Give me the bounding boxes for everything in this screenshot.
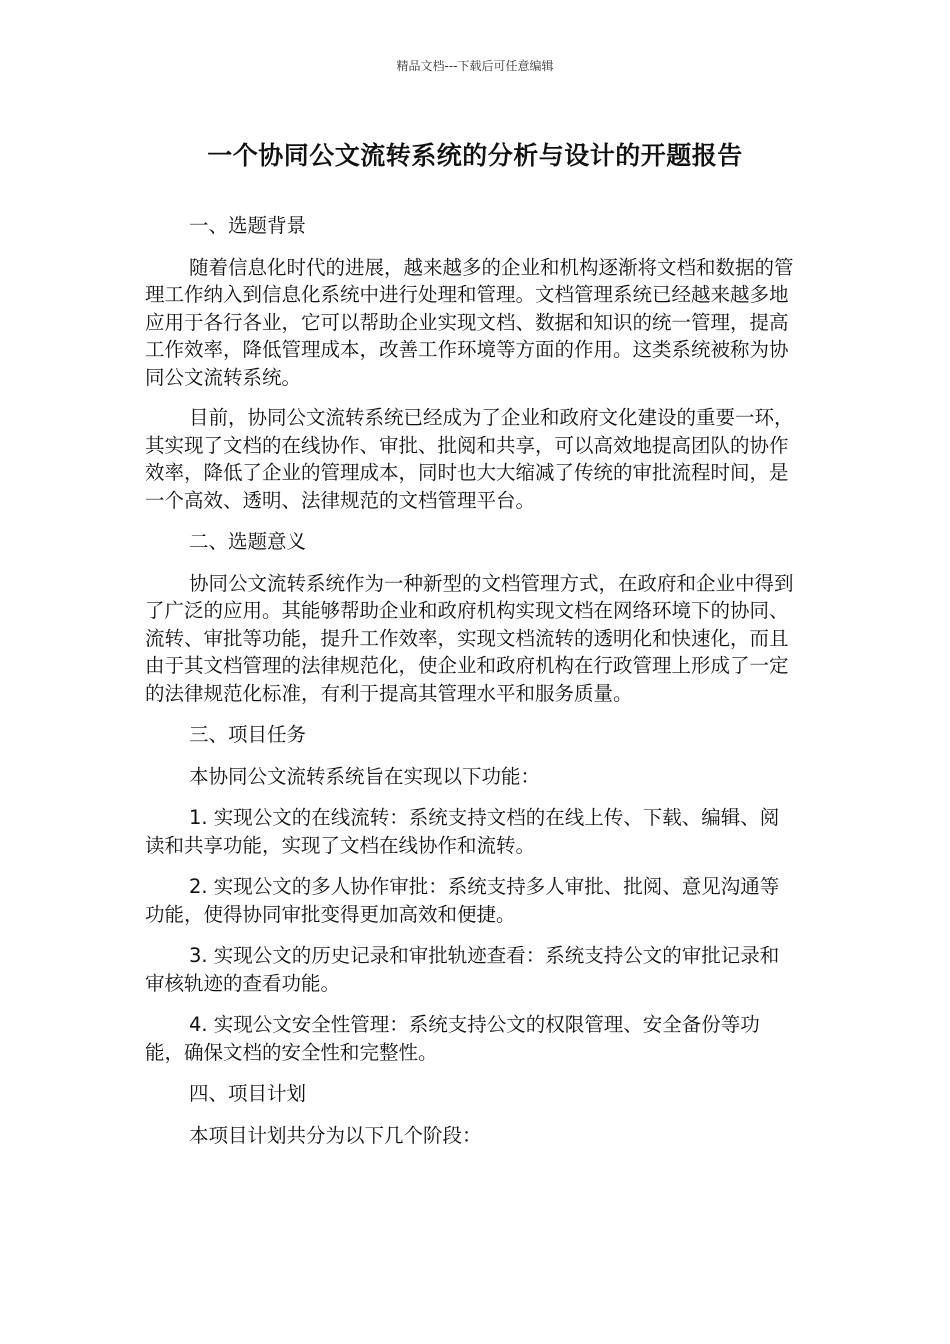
paragraph-tasks-intro: 本协同公文流转系统旨在实现以下功能： <box>189 764 541 788</box>
document-body <box>145 212 797 1149</box>
section-heading-significance: 二、选题意义 <box>189 530 307 553</box>
paragraph-background-2: 目前，协同公文流转系统已经成为了企业和政府文化建设的重要一环，其实现了文档的在线协作、审批、批阅和共享，可以高效地提高团队的协作效率，降低了企业的管理成本，同时也大大缩减了传统的审批流程时间，是一个高效、透明、法律规范的文档管理平台。 <box>145 406 794 512</box>
paragraph-background-1: 随着信息化时代的进展，越来越多的企业和机构逐渐将文档和数据的管理工作纳入到信息化系统中进行处理和管理。文档管理系统已经越来越多地应用于各行各业，它可以帮助企业实现文档、数据和知识的统一管理，提高工作效率，降低管理成本，改善工作环境等方面的作用。这类系统被称为协同公文流转系统。 <box>145 255 794 389</box>
list-item-task-4: 4. 实现公文安全性管理：系统支持公文的权限管理、安全备份等功能，确保文档的安全性和完整性。 <box>145 1013 760 1064</box>
paragraph-significance: 协同公文流转系统作为一种新型的文档管理方式，在政府和企业中得到了广泛的应用。其能够帮助企业和政府机构实现文档在网络环境下的协同、流转、审批等功能，提升工作效率，实现文档流转的透明化和快速化，而且由于其文档管理的法律规范化，使企业和政府机构在行政管理上形成了一定的法律规范化标准，有利于提高其管理水平和服务质量。 <box>145 571 794 705</box>
paragraph-plan-intro: 本项目计划共分为以下几个阶段： <box>189 1123 482 1147</box>
section-heading-tasks: 三、项目任务 <box>189 723 307 746</box>
section-heading-plan: 四、项目计划 <box>189 1082 307 1105</box>
page-header-note: 精品文档---下载后可任意编辑 <box>396 59 554 73</box>
list-item-task-1: 1. 实现公文的在线流转：系统支持文档的在线上传、下载、编辑、阅读和共享功能，实现了文档在线协作和流转。 <box>145 806 780 857</box>
list-item-task-3: 3. 实现公文的历史记录和审批轨迹查看：系统支持公文的审批记录和审核轨迹的查看功能。 <box>145 944 780 995</box>
section-heading-background: 一、选题背景 <box>189 214 307 237</box>
list-item-task-2: 2. 实现公文的多人协作审批：系统支持多人审批、批阅、意见沟通等功能，使得协同审批变得更加高效和便捷。 <box>145 875 780 926</box>
document-title: 一个协同公文流转系统的分析与设计的开题报告 <box>207 141 743 170</box>
